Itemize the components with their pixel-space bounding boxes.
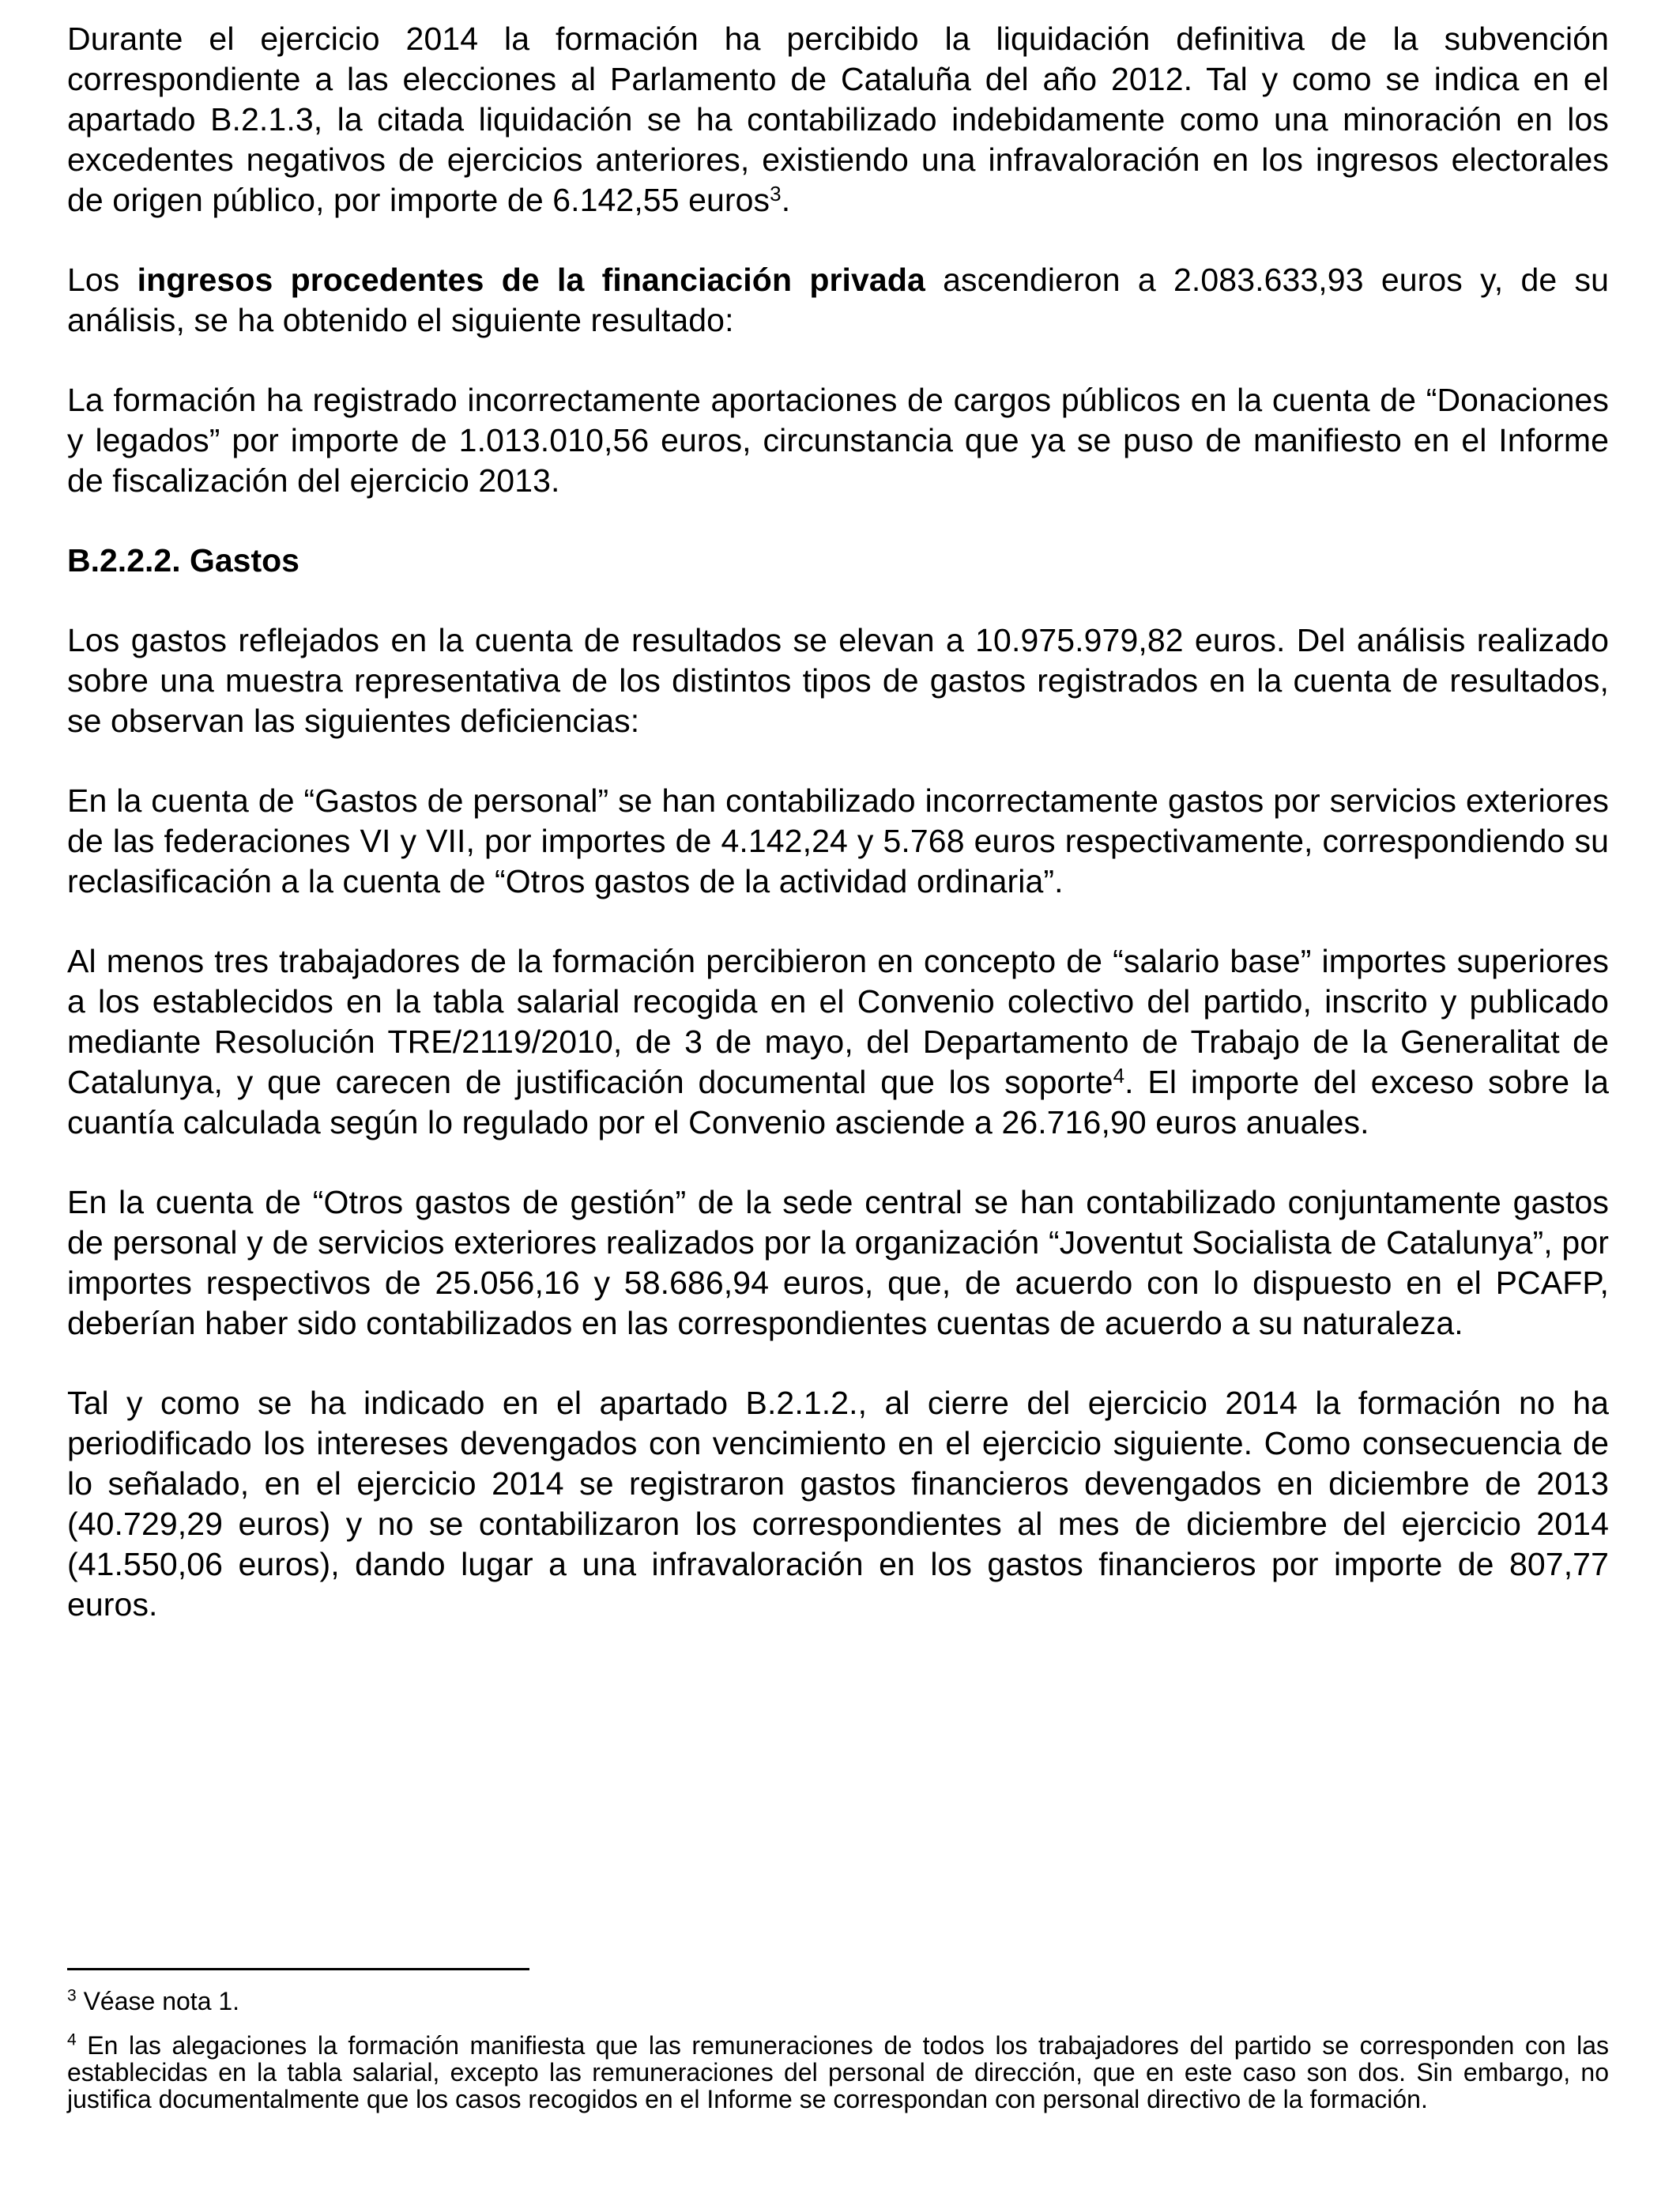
- paragraph-text-pre: Los: [67, 262, 137, 298]
- footnote-ref-4: 4: [1113, 1064, 1125, 1088]
- footnote-mark: 4: [67, 2030, 77, 2049]
- paragraph-subvencion-electoral: [67, 19, 1609, 221]
- paragraph-salario-base: [67, 941, 1609, 1143]
- bold-term: ingresos procedentes de la financiación privada: [137, 262, 925, 298]
- paragraph-text: Al menos tres trabajadores de la formación percibieron en concepto de “salario base” importes superiores a los establecidos en la tabla salarial recogida en el Convenio colectivo del partido, inscrito y publicado mediante Resolución TRE/2119/2010, de 3 de mayo, del Departamento de Trabajo de la Generalitat de Catalunya, y que carecen de justificación documental que los soporte: [67, 943, 1609, 1100]
- section-heading-gastos: B.2.2.2. Gastos: [67, 542, 299, 579]
- paragraph-tail: .: [781, 182, 791, 218]
- paragraph-gastos-resultados: Los gastos reflejados en la cuenta de resultados se elevan a 10.975.979,82 euros. Del análisis realizado sobre una muestra representativa de los distintos tipos de gastos registrados en la cuenta de resultados, se observan las siguientes deficiencias:: [67, 622, 1609, 739]
- paragraph-gastos-personal: En la cuenta de “Gastos de personal” se han contabilizado incorrectamente gastos por servicios exteriores de las federaciones VI y VII, por importes de 4.142,24 y 5.768 euros respectivamente, correspondiendo su reclasificación a la cuenta de “Otros gastos de la actividad ordinaria”.: [67, 782, 1609, 899]
- document-body: [67, 19, 1609, 1664]
- footnote-text: En las alegaciones la formación manifiesta que las remuneraciones de todos los trabajadores del partido se corresponden con las establecidas en la tabla salarial, excepto las remuneraciones del personal de dirección, que en este caso son dos. Sin embargo, no justifica documentalmente que los casos recogidos en el Informe se correspondan con personal directivo de la formación.: [67, 2031, 1609, 2113]
- paragraph-intereses-devengados: Tal y como se ha indicado en el apartado B.2.1.2., al cierre del ejercicio 2014 la formación no ha periodificado los intereses devengados con vencimiento en el ejercicio siguiente. Como consecuencia de lo señalado, en el ejercicio 2014 se registraron gastos financieros devengados en diciembre de 2013 (40.729,29 euros) y no se contabilizaron los correspondientes al mes de diciembre del ejercicio 2014 (41.550,06 euros), dando lugar a una infravaloración en los gastos financieros por importe de 807,77 euros.: [67, 1385, 1609, 1623]
- footnote-separator: [67, 1968, 529, 1970]
- paragraph-donaciones: La formación ha registrado incorrectamente aportaciones de cargos públicos en la cuenta de “Donaciones y legados” por importe de 1.013.010,56 euros, circunstancia que ya se puso de manifiesto en el Informe de fiscalización del ejercicio 2013.: [67, 382, 1609, 499]
- paragraph-financiacion-privada: [67, 260, 1609, 341]
- paragraph-tail: . El importe del exceso sobre la cuantía calculada según lo regulado por el Convenio asciende a 26.716,90 euros anuales.: [67, 1064, 1609, 1140]
- footnote-3: [67, 1988, 1609, 2015]
- footnote-ref-3: 3: [770, 182, 782, 206]
- paragraph-text: Durante el ejercicio 2014 la formación ha percibido la liquidación definitiva de la subvención correspondiente a las elecciones al Parlamento de Cataluña del año 2012. Tal y como se indica en el apartado B.2.1.3, la citada liquidación se ha contabilizado indebidamente como una minoración en los excedentes negativos de ejercicios anteriores, existiendo una infravaloración en los ingresos electorales de origen público, por importe de 6.142,55 euros: [67, 21, 1609, 218]
- footnote-text: Véase nota 1.: [76, 1987, 240, 2015]
- footnotes-section: [67, 1968, 1609, 2130]
- footnote-4: [67, 2032, 1609, 2113]
- paragraph-otros-gastos-gestion: En la cuenta de “Otros gastos de gestión” de la sede central se han contabilizado conjuntamente gastos de personal y de servicios exteriores realizados por la organización “Joventut Socialista de Catalunya”, por importes respectivos de 25.056,16 y 58.686,94 euros, que, de acuerdo con lo dispuesto en el PCAFP, deberían haber sido contabilizados en las correspondientes cuentas de acuerdo a su naturaleza.: [67, 1184, 1609, 1341]
- paragraph-text-post: ascendieron a 2.083.633,93 euros y, de su análisis, se ha obtenido el siguiente resultado:: [67, 262, 1609, 338]
- footnote-mark: 3: [67, 1986, 77, 2005]
